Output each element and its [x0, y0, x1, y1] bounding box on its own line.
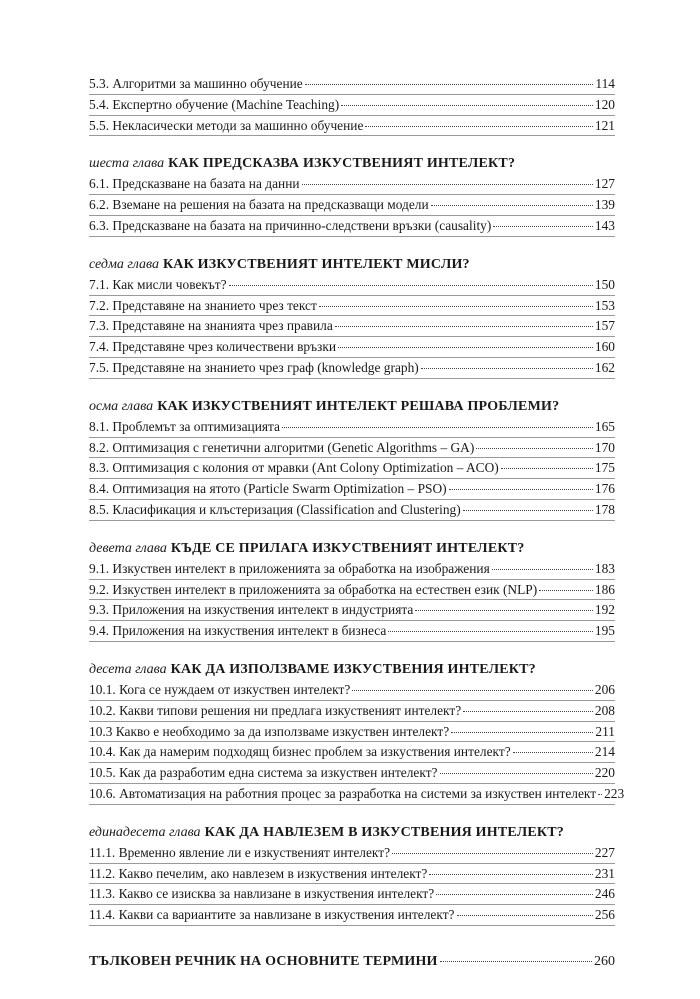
toc-entry[interactable] — [89, 275, 615, 296]
toc-entry-page-number: 178 — [594, 501, 615, 517]
toc-entry-title: 6.1. Предсказване на базата на данни — [89, 176, 300, 192]
toc-entry-page-number: 121 — [594, 117, 615, 133]
toc-entry[interactable] — [89, 458, 615, 479]
toc-entry-title: 9.4. Приложения на изкуствения интелект в бизнеса — [89, 623, 387, 639]
toc-entry-page-number: 139 — [594, 197, 615, 213]
toc-entry[interactable] — [89, 438, 615, 459]
toc-entry[interactable] — [89, 95, 615, 116]
toc-entry-title: 11.4. Какви са вариантите за навлизане в изкуствения интелект? — [89, 907, 455, 923]
chapter-section — [89, 154, 615, 236]
dot-leader — [440, 960, 592, 962]
toc-entry[interactable] — [89, 843, 615, 864]
toc-entry-page-number: 206 — [594, 681, 615, 697]
chapter-title: КАК ИЗКУСТВЕНИЯТ ИНТЕЛЕКТ МИСЛИ? — [162, 256, 470, 272]
dot-leader — [463, 710, 593, 712]
toc-entry[interactable] — [89, 884, 615, 905]
toc-entry[interactable] — [89, 722, 615, 743]
dot-leader — [436, 893, 593, 895]
toc-entry[interactable] — [89, 500, 615, 521]
toc-entry-page-number: 170 — [594, 439, 615, 455]
chapters-list — [89, 154, 625, 926]
toc-entry-title: 7.4. Представяне чрез количествени връзки — [89, 339, 336, 355]
toc-entry-page-number: 157 — [594, 318, 615, 334]
dot-leader — [431, 204, 593, 206]
toc-entry-page-number: 127 — [594, 176, 615, 192]
dot-leader — [539, 589, 593, 591]
toc-entry-page-number: 114 — [595, 76, 615, 91]
toc-entry-title: 10.1. Кога се нуждаем от изкуствен интелект? — [89, 681, 351, 697]
toc-entry-page-number: 208 — [594, 702, 615, 718]
toc-entry[interactable] — [89, 742, 615, 763]
chapter-section — [89, 397, 615, 521]
toc-entry-page-number: 153 — [594, 297, 615, 313]
toc-entry-title: 9.1. Изкуствен интелект в приложенията за обработка на изображения — [89, 560, 490, 576]
dot-leader — [388, 630, 593, 632]
dot-leader — [229, 284, 593, 286]
toc-entry-page-number: 223 — [604, 785, 625, 801]
toc-entry-title: 5.5. Некласически методи за машинно обучение — [89, 117, 364, 133]
toc-entry[interactable] — [89, 621, 615, 642]
toc-entry-title: 6.3. Предсказване на базата на причинно-следствени връзки (causality) — [89, 217, 492, 233]
entry-underline — [89, 378, 615, 379]
toc-entry[interactable] — [89, 116, 615, 137]
toc-entry-title: 9.3. Приложения на изкуствения интелект в индустрията — [89, 602, 414, 618]
toc-entry-page-number: 186 — [594, 581, 615, 597]
toc-entry[interactable] — [89, 195, 615, 216]
entry-underline — [89, 925, 615, 926]
chapter-title: КАК ДА НАВЛЕЗЕМ В ИЗКУСТВЕНИЯ ИНТЕЛЕКТ? — [204, 824, 565, 840]
toc-entry-page-number: 183 — [594, 560, 615, 576]
toc-entry[interactable] — [89, 763, 615, 784]
dot-leader — [335, 325, 593, 327]
toc-entry-title: 7.2. Представяне на знанието чрез текст — [89, 297, 317, 313]
toc-entry-page-number: 195 — [594, 623, 615, 639]
toc-entry-title: 10.6. Автоматизация на работния процес за разработка на системи за изкуствен интелект — [89, 785, 597, 801]
toc-entry-page-number: 220 — [594, 765, 615, 781]
chapter-label: десета глава — [89, 661, 167, 677]
toc-entry-page-number: 120 — [594, 96, 615, 112]
chapter-label: седма глава — [89, 256, 159, 272]
chapter-heading[interactable] — [89, 397, 615, 417]
toc-entry-title: 7.1. Как мисли човекът? — [89, 276, 227, 292]
toc-entry-title: 10.3 Какво е необходимо за да използваме изкуствен интелект? — [89, 723, 450, 739]
entry-underline — [89, 520, 615, 521]
chapter-section — [89, 539, 615, 642]
toc-entry-page-number: 227 — [594, 844, 615, 860]
entry-underline — [89, 135, 615, 136]
dot-leader — [302, 183, 593, 185]
toc-entry-title: 8.4. Оптимизация на ятото (Particle Swarm Optimization – PSO) — [89, 481, 447, 497]
toc-entry-page-number: 231 — [594, 865, 615, 881]
glossary-page-number: 260 — [594, 953, 615, 969]
chapter-heading[interactable] — [89, 660, 615, 680]
dot-leader — [476, 447, 593, 449]
toc-entry-page-number: 176 — [594, 481, 615, 497]
toc-entry-title: 8.3. Оптимизация с колония от мравки (Ant Colony Optimization – ACO) — [89, 460, 499, 476]
chapter-title: КАК ДА ИЗПОЛЗВАМЕ ИЗКУСТВЕНИЯ ИНТЕЛЕКТ? — [170, 661, 536, 677]
toc-entry[interactable] — [89, 580, 615, 601]
glossary-title: ТЪЛКОВЕН РЕЧНИК НА ОСНОВНИТЕ ТЕРМИНИ — [89, 953, 438, 969]
toc-entry-page-number: 175 — [594, 460, 615, 476]
toc-entry-title: 6.2. Вземане на решения на базата на предсказващи модели — [89, 197, 429, 213]
dot-leader — [338, 346, 593, 348]
table-of-contents — [89, 74, 625, 972]
toc-entry[interactable] — [89, 337, 615, 358]
toc-entry[interactable] — [89, 74, 615, 95]
dot-leader — [415, 609, 593, 611]
dot-leader — [451, 731, 593, 733]
toc-entry-title: 7.5. Представяне на знанието чрез граф (knowledge graph) — [89, 359, 419, 375]
toc-entry[interactable] — [89, 864, 615, 885]
toc-entry-page-number: 143 — [594, 217, 615, 233]
chapter-heading[interactable] — [89, 539, 615, 559]
toc-entry-title: 10.2. Какви типови решения ни предлага изкуственият интелект? — [89, 702, 462, 718]
toc-entry-title: 5.4. Експертно обучение (Machine Teaching) — [89, 96, 340, 112]
toc-entry-title: 11.1. Временно явление ли е изкуственият интелект? — [89, 844, 391, 860]
entry-underline — [89, 804, 615, 805]
dot-leader — [493, 225, 593, 227]
toc-entry-page-number: 160 — [594, 339, 615, 355]
dot-leader — [440, 772, 593, 774]
chapter-title: КЪДЕ СЕ ПРИЛАГА ИЗКУСТВЕНИЯТ ИНТЕЛЕКТ? — [170, 540, 525, 556]
dot-leader — [305, 83, 594, 85]
chapter-heading[interactable] — [89, 154, 615, 174]
toc-entry-page-number: 214 — [594, 744, 615, 760]
dot-leader — [365, 125, 593, 127]
toc-entry[interactable] — [89, 559, 615, 580]
toc-entry[interactable] — [89, 680, 615, 701]
toc-entry[interactable] — [89, 905, 615, 926]
toc-entry[interactable] — [89, 316, 615, 337]
toc-entry[interactable] — [89, 784, 625, 805]
toc-entry-page-number: 192 — [594, 602, 615, 618]
chapter-title: КАК ПРЕДСКАЗВА ИЗКУСТВЕНИЯТ ИНТЕЛЕКТ? — [168, 156, 516, 172]
toc-entry[interactable] — [89, 417, 615, 438]
entry-underline — [89, 236, 615, 237]
toc-entry-page-number: 211 — [595, 723, 615, 739]
toc-entry[interactable] — [89, 358, 615, 379]
glossary-entry[interactable] — [89, 952, 615, 972]
toc-entry-title: 11.2. Какво печелим, ако навлезем в изкуствения интелект? — [89, 865, 428, 881]
toc-entry-title: 7.3. Представяне на знанията чрез правила — [89, 318, 333, 334]
toc-entry-title: 10.5. Как да разработим една система за изкуствен интелект? — [89, 765, 438, 781]
dot-leader — [513, 751, 593, 753]
chapter-label: единадесета глава — [89, 824, 201, 840]
entry-underline — [89, 641, 615, 642]
chapter-label: шеста глава — [89, 156, 165, 172]
dot-leader — [392, 852, 593, 854]
chapter-section — [89, 823, 615, 926]
toc-entry[interactable] — [89, 701, 615, 722]
toc-entry[interactable] — [89, 216, 615, 237]
chapter-label: девета глава — [89, 540, 167, 556]
toc-entry[interactable] — [89, 600, 615, 621]
dot-leader — [421, 367, 593, 369]
toc-entry-page-number: 165 — [594, 418, 615, 434]
toc-entry-title: 8.5. Класификация и клъстеризация (Classification and Clustering) — [89, 501, 461, 517]
toc-entry-page-number: 256 — [594, 907, 615, 923]
dot-leader — [457, 914, 593, 916]
dot-leader — [449, 488, 593, 490]
toc-entry[interactable] — [89, 479, 615, 500]
dot-leader — [501, 467, 593, 469]
toc-entry[interactable] — [89, 296, 615, 317]
dot-leader — [463, 509, 593, 511]
chapter-section — [89, 255, 615, 379]
dot-leader — [319, 305, 593, 307]
dot-leader — [492, 568, 593, 570]
toc-entry-page-number: 162 — [594, 359, 615, 375]
dot-leader — [429, 873, 593, 875]
dot-leader — [352, 689, 593, 691]
toc-entry-title: 10.4. Как да намерим подходящ бизнес проблем за изкуствения интелект? — [89, 744, 511, 760]
chapter-heading[interactable] — [89, 823, 615, 843]
chapter-title: КАК ИЗКУСТВЕНИЯТ ИНТЕЛЕКТ РЕШАВА ПРОБЛЕМИ? — [157, 398, 560, 414]
chapter-heading[interactable] — [89, 255, 615, 275]
toc-entry-title: 9.2. Изкуствен интелект в приложенията за обработка на естествен език (NLP) — [89, 581, 538, 597]
intro-entries — [89, 74, 615, 136]
toc-entry-page-number: 246 — [594, 886, 615, 902]
dot-leader — [282, 426, 593, 428]
toc-entry-title: 5.3. Алгоритми за машинно обучение — [89, 76, 303, 91]
chapter-label: осма глава — [89, 398, 154, 414]
chapter-section — [89, 660, 625, 805]
toc-entry-page-number: 150 — [594, 276, 615, 292]
toc-entry[interactable] — [89, 174, 615, 195]
dot-leader — [341, 104, 593, 106]
toc-entry-title: 8.1. Проблемът за оптимизацията — [89, 418, 280, 434]
toc-entry-title: 8.2. Оптимизация с генетични алгоритми (Genetic Algorithms – GA) — [89, 439, 475, 455]
dot-leader — [598, 793, 602, 795]
toc-entry-title: 11.3. Какво се изисква за навлизане в изкуствения интелект? — [89, 886, 435, 902]
